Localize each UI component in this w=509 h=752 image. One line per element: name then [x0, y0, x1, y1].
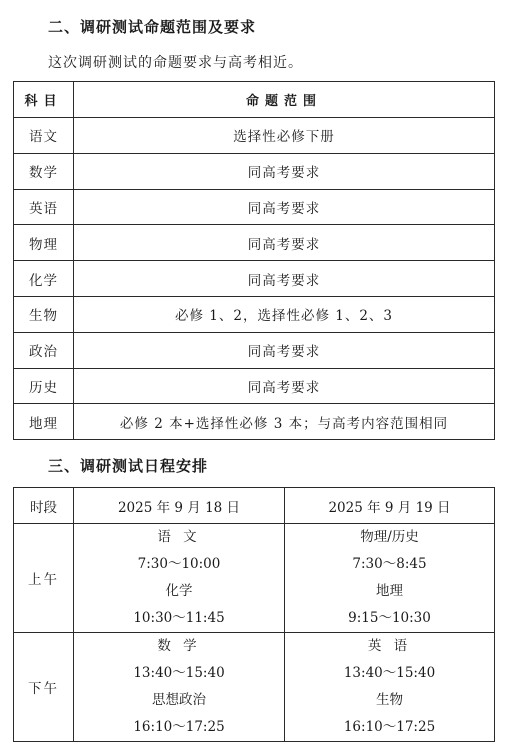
exam-subject: 化学 — [165, 583, 193, 599]
scope-cell: 同高考要求 — [74, 368, 495, 404]
table-row — [14, 118, 495, 154]
subject-cell: 化学 — [14, 261, 74, 297]
period-cell: 上午 — [14, 524, 74, 633]
scope-cell: 同高考要求 — [74, 261, 495, 297]
subject-cell: 物理 — [14, 225, 74, 261]
day-2-morning-cell — [285, 524, 495, 633]
header-period: 时段 — [14, 488, 74, 524]
scope-cell: 同高考要求 — [74, 225, 495, 261]
table-row — [14, 368, 495, 404]
table-header-row — [14, 488, 495, 524]
scope-cell: 同高考要求 — [74, 189, 495, 225]
header-day-1: 2025 年 9 月 18 日 — [74, 488, 285, 524]
subject-cell: 语文 — [14, 118, 74, 154]
table-row — [14, 296, 495, 332]
table-row — [14, 189, 495, 225]
scope-cell: 同高考要求 — [74, 332, 495, 368]
exam-time: 16:10～17:25 — [133, 719, 225, 735]
table-row-afternoon — [14, 633, 495, 742]
exam-subject: 生物 — [376, 692, 403, 708]
exam-scope-table — [13, 81, 495, 440]
table-row — [14, 404, 495, 440]
subject-cell: 英语 — [14, 189, 74, 225]
exam-subject: 语 文 — [157, 529, 201, 545]
subject-cell: 地理 — [14, 404, 74, 440]
scope-cell: 同高考要求 — [74, 153, 495, 189]
table-row-morning — [14, 524, 495, 633]
exam-subject: 英 语 — [367, 638, 412, 654]
table-row — [14, 261, 495, 297]
exam-time: 9:15～10:30 — [348, 610, 431, 626]
section-2-heading: 二、调研测试命题范围及要求 — [48, 18, 257, 36]
subject-cell: 数学 — [14, 153, 74, 189]
exam-time: 13:40～15:40 — [343, 665, 436, 681]
day-2-afternoon-cell — [285, 633, 495, 742]
exam-time: 7:30～8:45 — [352, 556, 427, 572]
subject-cell: 历史 — [14, 368, 74, 404]
exam-time: 16:10～17:25 — [343, 719, 436, 735]
exam-subject: 思想政治 — [152, 692, 206, 708]
day-1-morning-cell — [74, 524, 285, 633]
table-row — [14, 153, 495, 189]
section-3-heading: 三、调研测试日程安排 — [48, 457, 209, 475]
scope-cell: 必修 1、2，选择性必修 1、2、3 — [74, 296, 495, 332]
section-2-intro: 这次调研测试的命题要求与高考相近。 — [48, 55, 303, 71]
header-scope: 命题范围 — [74, 82, 495, 118]
day-1-afternoon-cell — [74, 633, 285, 742]
exam-time: 10:30～11:45 — [133, 610, 225, 626]
table-row — [14, 225, 495, 261]
table-row — [14, 332, 495, 368]
table-header-row — [14, 82, 495, 118]
exam-subject: 数 学 — [157, 638, 201, 654]
header-day-2: 2025 年 9 月 19 日 — [285, 488, 495, 524]
subject-cell: 政治 — [14, 332, 74, 368]
exam-subject: 物理/历史 — [360, 529, 419, 545]
scope-cell: 必修 2 本+选择性必修 3 本；与高考内容范围相同 — [74, 404, 495, 440]
exam-time: 7:30～10:00 — [137, 556, 221, 572]
exam-schedule-table — [13, 487, 495, 742]
exam-time: 13:40～15:40 — [133, 665, 225, 681]
period-cell: 下午 — [14, 633, 74, 742]
exam-subject: 地理 — [376, 583, 403, 599]
scope-cell: 选择性必修下册 — [74, 118, 495, 154]
header-subject: 科目 — [14, 82, 74, 118]
subject-cell: 生物 — [14, 296, 74, 332]
